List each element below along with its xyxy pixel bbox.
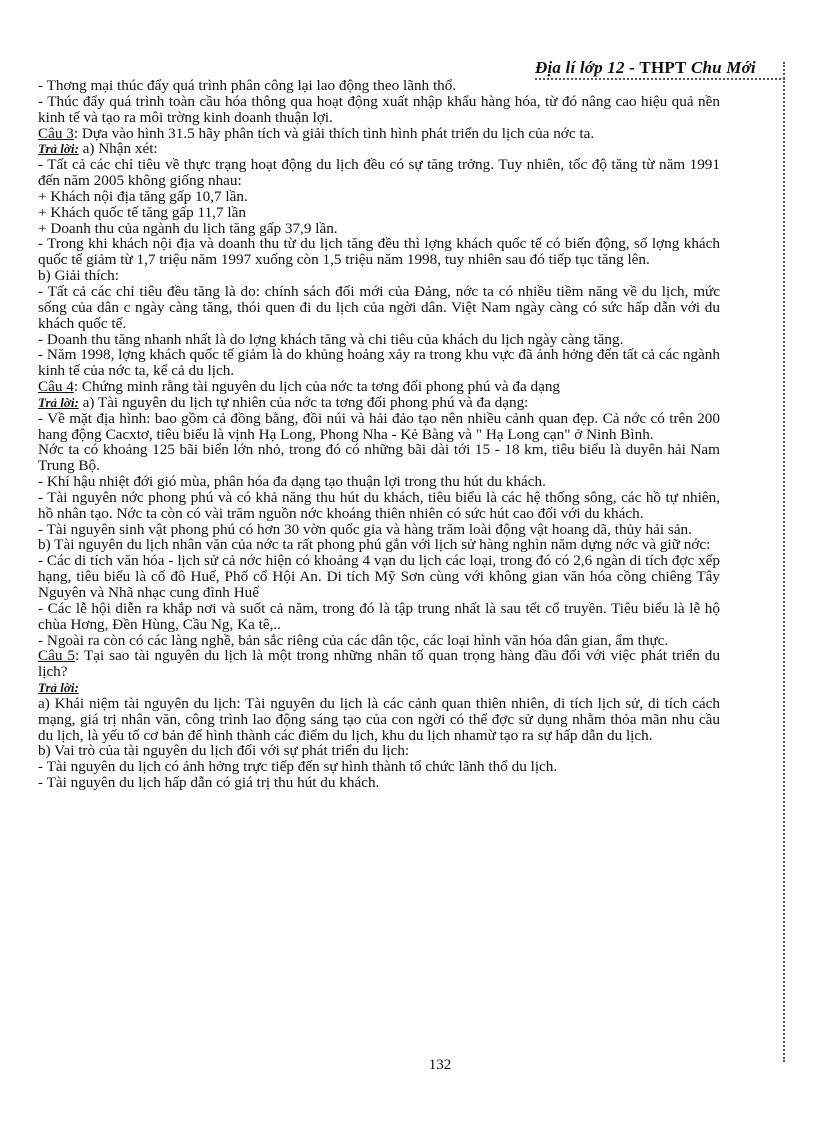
answer-label: Trả lời: [38, 141, 79, 157]
paragraph: Nớc ta có khoảng 125 bãi biển lớn nhỏ, trong đó có những bãi dài tới 15 - 18 km, tiêu biểu là duyên hải Nam Trung Bộ. [38, 441, 720, 475]
question-label: Câu 4 [38, 378, 74, 396]
paragraph: a) Khái niệm tài nguyên du lịch: Tài nguyên du lịch là các cảnh quan thiên nhiên, di tích lịch sử, di tích cách mạng, giá trị nhân văn, công trình lao động sáng tạo của con ngời có thể đợc sử dụng nhằm thỏa mãn nhu cầu du lịch, là yếu tố cơ bản để hình thành các điểm du lịch, khu du lịch nhamừ tạo ra sự hấp dẫn du lịch. [38, 694, 720, 744]
question-4 [38, 379, 720, 395]
answer-4 [38, 395, 720, 411]
answer-3 [38, 141, 720, 157]
paragraph: + Khách nội địa tăng gấp 10,7 lần. [38, 187, 248, 205]
answer-5 [38, 680, 720, 696]
question-3 [38, 126, 720, 142]
answer-label: Trả lời: [38, 680, 79, 696]
paragraph: - Tài nguyên sinh vật phong phú có hơn 30 vờn quốc gia và hàng trăm loài động vật hoang dã, thủy hải sản. [38, 520, 692, 538]
answer-text: a) Nhận xét: [78, 140, 158, 158]
paragraph: - Tất cả các chỉ tiêu đều tăng là do: chính sách đổi mới của Đảng, nớc ta có nhiều tiềm năng về du lịch, mức sống của dân c ngày càng tăng, thói quen đi du lịch của ngời dân. Việt Nam ngày càng có sức hấp dẫn với du khách quốc tế. [38, 282, 720, 332]
question-label: Câu 3 [38, 124, 74, 142]
paragraph: - Về mặt địa hình: bao gồm cả đồng bằng, đồi núi và hải đảo tạo nên nhiều cảnh quan đẹp. Cả nớc có trên 200 hang động Cacxtơ, tiêu biểu là vịnh Hạ Long, Phong Nha - Kẻ Bàng và " Hạ Long cạn" ở Ninh Bình. [38, 409, 720, 443]
paragraph: + Khách quốc tế tăng gấp 11,7 lần [38, 203, 246, 221]
paragraph: - Ngoài ra còn có các làng nghề, bản sắc riêng của các dân tộc, các loại hình văn hóa dân gian, ẩm thực. [38, 631, 669, 649]
answer-label: Trả lời: [38, 394, 79, 410]
paragraph: - Tài nguyên nớc phong phú và có khả năng thu hút du khách, tiêu biểu là các hệ thống sông, các hồ tự nhiên, hồ nhân tạo. Nớc ta còn có vài trăm nguồn nớc khoáng thiên nhiên có sức hút cao đối với du khách. [38, 488, 720, 522]
paragraph: - Các di tích văn hóa - lịch sử cả nớc hiện có khoảng 4 vạn du lịch các loại, trong đó có 2,6 ngàn di tích đợc xếp hạng, tiêu biểu là cố đô Huế, Phố cổ Hội An. Di tích Mỹ Sơn cùng với không gian văn hóa cồng chiêng Tây Nguyên và Nhã nhạc cung đình Huế [38, 552, 720, 601]
paragraph: + Doanh thu của ngành du lịch tăng gấp 37,9 lần. [38, 219, 338, 237]
paragraph: b) Giải thích: [38, 267, 119, 285]
question-text: : Tại sao tài nguyên du lịch là một trong những nhân tố quan trọng hàng đầu đối với việc phát triển du lịch? [38, 647, 720, 681]
paragraph: - Tất cả các chỉ tiêu về thực trạng hoạt động du lịch đều có sự tăng trởng. Tuy nhiên, tốc độ tăng từ năm 1991 đến năm 2005 không giống nhau: [38, 156, 720, 190]
question-text: : Dựa vào hình 31.5 hãy phân tích và giải thích tình hình phát triển du lịch của nớc ta. [73, 124, 595, 142]
paragraph: - Tài nguyên du lịch hấp dẫn có giá trị thu hút du khách. [38, 774, 380, 792]
question-5 [38, 648, 720, 680]
paragraph: b) Tài nguyên du lịch nhân văn của nớc ta rất phong phú gắn với lịch sử hàng nghìn năm dựng nớc và giữ nớc: [38, 536, 711, 554]
paragraph: - Trong khi khách nội địa và doanh thu từ du lịch tăng đều thì lợng khách quốc tế có biến động, số lợng khách quốc tế giảm từ 1,7 triệu năm 1997 xuống còn 1,5 triệu năm 1998, tuy nhiên sau đó tiếp tục tăng lên. [38, 235, 720, 269]
body-text [38, 78, 720, 791]
paragraph: - Thúc đẩy quá trình toàn cầu hóa thông qua hoạt động xuất nhập khẩu hàng hóa, từ đó nâng cao hiệu quả nền kinh tế và tạo ra môi trờng kinh doanh thuận lợi. [38, 92, 720, 126]
header-school-name: Chu Mới [686, 58, 756, 77]
header-dash: - [624, 58, 640, 77]
header-subject: Địa lí lớp 12 [535, 58, 625, 77]
question-text: : Chứng minh rằng tài nguyên du lịch của nớc ta tơng đối phong phú và đa dạng [73, 378, 561, 396]
question-label: Câu 5 [38, 647, 76, 665]
header-school-abbrev: THPT [639, 58, 687, 77]
running-header [535, 58, 785, 80]
paragraph: - Tài nguyên du lịch có ảnh hởng trực tiếp đến sự hình thành tổ chức lãnh thổ du lịch. [38, 758, 558, 776]
paragraph: b) Vai trò của tài nguyên du lịch đối với sự phát triển du lịch: [38, 742, 410, 760]
paragraph: - Khí hậu nhiệt đới gió mùa, phân hóa đa dạng tạo thuận lợi trong thu hút du khách. [38, 473, 546, 491]
answer-text: a) Tài nguyên du lịch tự nhiên của nớc ta tơng đối phong phú và đa dạng: [78, 393, 529, 411]
page-border-right [783, 62, 786, 1062]
page-number: 132 [428, 1057, 452, 1073]
paragraph: - Thơng mại thúc đẩy quá trình phân công lại lao động theo lãnh thổ. [38, 77, 457, 94]
paragraph: - Doanh thu tăng nhanh nhất là do lợng khách tăng và chi tiêu của khách du lịch ngày càng tăng. [38, 330, 624, 348]
paragraph: - Các lễ hội diễn ra khắp nơi và suốt cả năm, trong đó là tập trung nhất là sau tết cổ truyền. Tiêu biểu là lễ hộ chùa Hơng, Đền Hùng, Cầu Ng, Ka tê,.. [38, 599, 720, 633]
paragraph: - Năm 1998, lợng khách quốc tế giảm là do khủng hoảng xảy ra trong khu vực đã ảnh hởng đến tất cả các ngành kinh tế của nớc ta, kể cả du lịch. [38, 346, 720, 380]
